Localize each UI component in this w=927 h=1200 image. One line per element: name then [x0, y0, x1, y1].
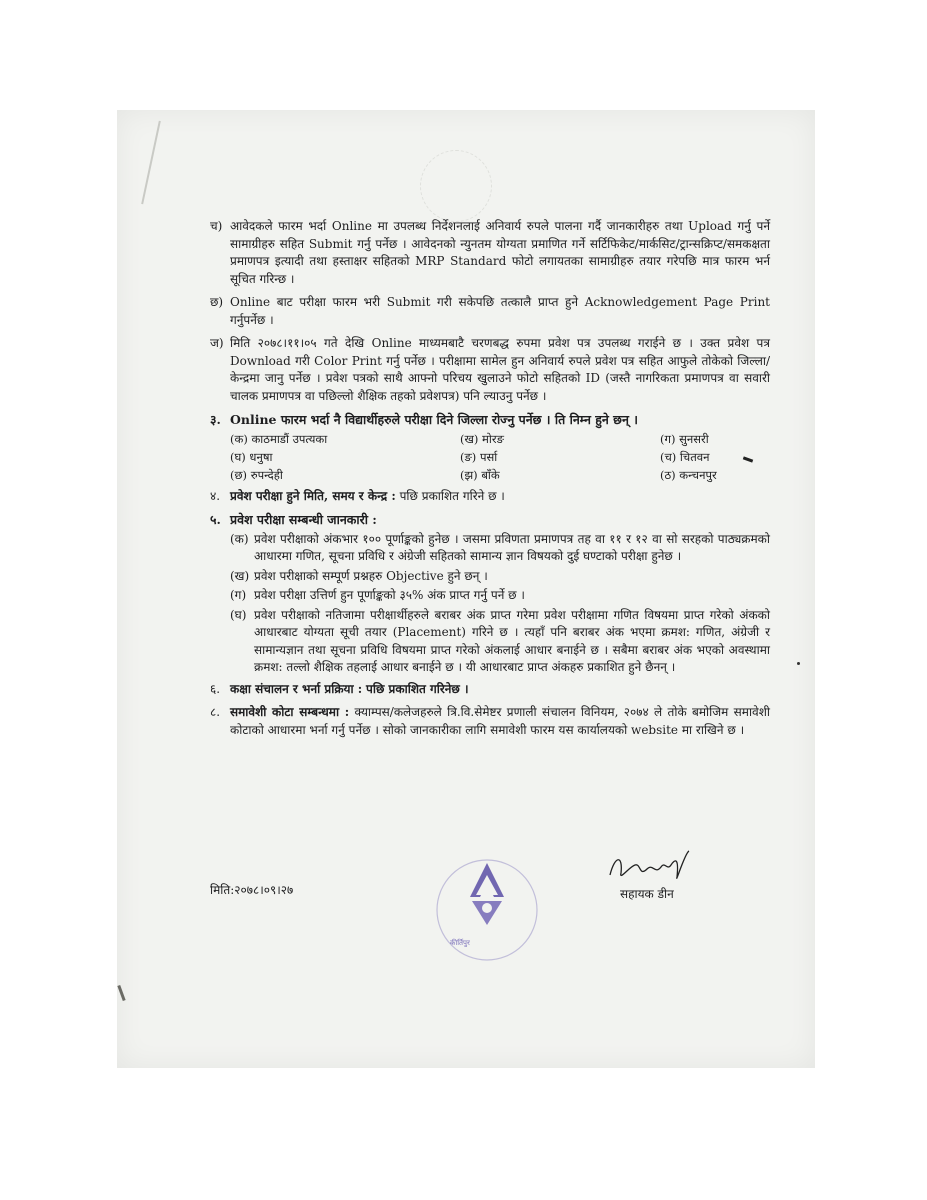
item-label: (ख)	[230, 568, 250, 583]
document-body	[210, 218, 770, 745]
item-label: (ग)	[230, 588, 247, 602]
exam-info-item	[230, 607, 770, 677]
section-title: समावेशी कोटा सम्बन्धमा :	[230, 705, 350, 719]
scan-dot	[797, 662, 800, 665]
office-seal-stamp	[432, 855, 542, 965]
paragraph-chha	[210, 294, 770, 329]
section-number: ८.	[210, 705, 221, 719]
district-item: (झ) बाँके	[460, 467, 500, 482]
paragraph-label: च)	[210, 219, 223, 233]
district-item: (च) चितवन	[660, 449, 710, 464]
paragraph-text: आवेदकले फारम भर्दा Online मा उपलब्ध निर्देशनलाई अनिवार्य रुपले पालना गर्दै जानकारीहरु तथा Upload गर्नु पर्ने सामाग्रीहरु सहित Submit गर्नु पर्नेछ । आवेदनको न्युनतम योग्यता प्रमाणित गर्ने सर्टिफिकेट/मार्कसिट/ट्रान्सक्रिप्ट/समकक्षता प्रमाणपत्र इत्यादी तथा हस्ताक्षर सहितको MRP Standard फोटो लगायतका सामाग्रीहरु तयार गरेपछि मात्र फारम भर्न सूचित गरिन्छ ।	[230, 219, 770, 286]
exam-info-list	[230, 531, 770, 677]
district-list	[230, 431, 770, 484]
paragraph-label: ज)	[210, 336, 224, 350]
exam-info-item	[230, 531, 770, 566]
district-item: (ग) सुनसरी	[660, 431, 709, 446]
section-text: पछि प्रकाशित गरिने छ ।	[399, 488, 505, 503]
section-3-heading	[210, 411, 770, 429]
paragraph-cha	[210, 218, 770, 288]
section-number: ३.	[210, 412, 221, 427]
section-text: पछि प्रकाशित गरिनेछ ।	[366, 681, 469, 696]
item-text: प्रवेश परीक्षाको अंकभार १०० पूर्णाङ्कको हुनेछ । जसमा प्रविणता प्रमाणपत्र तह वा ११ र १२ वा सो सरहको पाठ्यक्रमको आधारमा गणित, सूचना प्रविधि र अंग्रेजी सहितको सामान्य ज्ञान विषयको दुई घण्टाको परीक्षा हुनेछ ।	[254, 531, 770, 563]
item-text: प्रवेश परीक्षाको सम्पूर्ण प्रश्नहरु Objective हुने छन् ।	[254, 568, 488, 583]
section-8	[210, 704, 770, 739]
svg-text:कीर्तिपुर: कीर्तिपुर	[450, 939, 470, 947]
district-item: (क) काठमाडौं उपत्यका	[230, 431, 328, 446]
paragraph-text: मिति २०७८।११।०५ गते देखि Online माध्यमबाटै चरणबद्ध रुपमा प्रवेश पत्र उपलब्ध गराईने छ । उक्त प्रवेश पत्र Download गरी Color Print गर्नु पर्नेछ । परीक्षामा सामेल हुन अनिवार्य रुपले प्रवेश पत्र सहित आफुले तोकेको जिल्ला/केन्द्रमा जानु पर्नेछ । प्रवेश पत्रको साथै आफ्नो परिचय खुलाउने फोटो सहितको ID (जस्तै नागरिकता प्रमाणपत्र वा सवारी चालक प्रमाणपत्र वा पछिल्लो शैक्षिक तहको प्रवेशपत्र) पनि ल्याउनु पर्नेछ ।	[230, 336, 770, 403]
section-5-heading	[210, 511, 770, 529]
paragraph-ja	[210, 335, 770, 405]
section-title: कक्षा संचालन र भर्ना प्रक्रिया :	[230, 681, 363, 696]
paragraph-label: छ)	[210, 295, 224, 309]
section-title: प्रवेश परीक्षा हुने मिति, समय र केन्द्र :	[230, 488, 396, 503]
exam-info-item	[230, 568, 770, 586]
section-title: Online फारम भर्दा नै विद्यार्थीहरुले परीक्षा दिने जिल्ला रोज्नु पर्नेछ । ति निम्न हुने छन् ।	[230, 412, 638, 427]
section-4	[210, 488, 770, 506]
section-number: ४.	[210, 488, 221, 503]
issue-date: मिति:२०७८।०९।२७	[210, 883, 294, 897]
item-text: प्रवेश परीक्षाको नतिजामा परीक्षार्थीहरुले बराबर अंक प्राप्त गरेमा प्रवेश परीक्षामा गणित विषयमा प्राप्त गरेको अंकको आधारबाट योग्यता सूची तयार (Placement) गरिने छ । त्यहाँ पनि बराबर अंक भएमा क्रमश: गणित, अंग्रेजी र सामान्यज्ञान तथा सूचना प्रविधि विषयमा प्राप्त गरेको अंकलाई आधार बनाईने छ । सबैमा बराबर अंक भएको अवस्थामा क्रमश: तल्लो शैक्षिक तहलाई आधार बनाईने छ । यी आधारबाट प्राप्त अंकहरु प्रकाशित हुने छैनन् ।	[254, 607, 770, 674]
section-text: क्याम्पस/कलेजहरुले त्रि.वि.सेमेष्टर प्रणाली संचालन विनियम, २०७४ ले तोके बमोजिम समावेशी कोटाको आधारमा भर्ना गर्नु पर्नेछ । सोको जानकारीका लागि समावेशी फारम यस कार्यालयको website मा राखिने छ ।	[230, 705, 770, 737]
section-title: प्रवेश परीक्षा सम्बन्धी जानकारी :	[230, 512, 377, 527]
section-number: ५.	[210, 512, 221, 527]
section-6	[210, 681, 770, 699]
item-text: प्रवेश परीक्षा उत्तिर्ण हुन पूर्णाङ्कको ३५% अंक प्राप्त गर्नु पर्ने छ ।	[254, 588, 525, 602]
district-item: (ख) मोरङ	[460, 431, 504, 446]
district-item: (ठ) कन्चनपुर	[660, 467, 717, 482]
handwritten-signature	[605, 847, 695, 887]
paragraph-text: Online बाट परीक्षा फारम भरी Submit गरी सकेपछि तत्कालै प्राप्त हुने Acknowledgement Page Print गर्नुपर्नेछ ।	[230, 295, 770, 327]
document-footer	[210, 875, 730, 995]
faint-emblem-bleed	[420, 150, 492, 222]
item-label: (क)	[230, 531, 249, 546]
district-item: (छ) रुपन्देही	[230, 467, 283, 482]
district-item: (घ) धनुषा	[230, 449, 273, 464]
exam-info-item	[230, 587, 770, 605]
item-label: (घ)	[230, 607, 247, 622]
section-number: ६.	[210, 681, 221, 696]
district-item: (ङ) पर्सा	[460, 449, 498, 464]
signatory-title: सहायक डीन	[620, 887, 674, 901]
